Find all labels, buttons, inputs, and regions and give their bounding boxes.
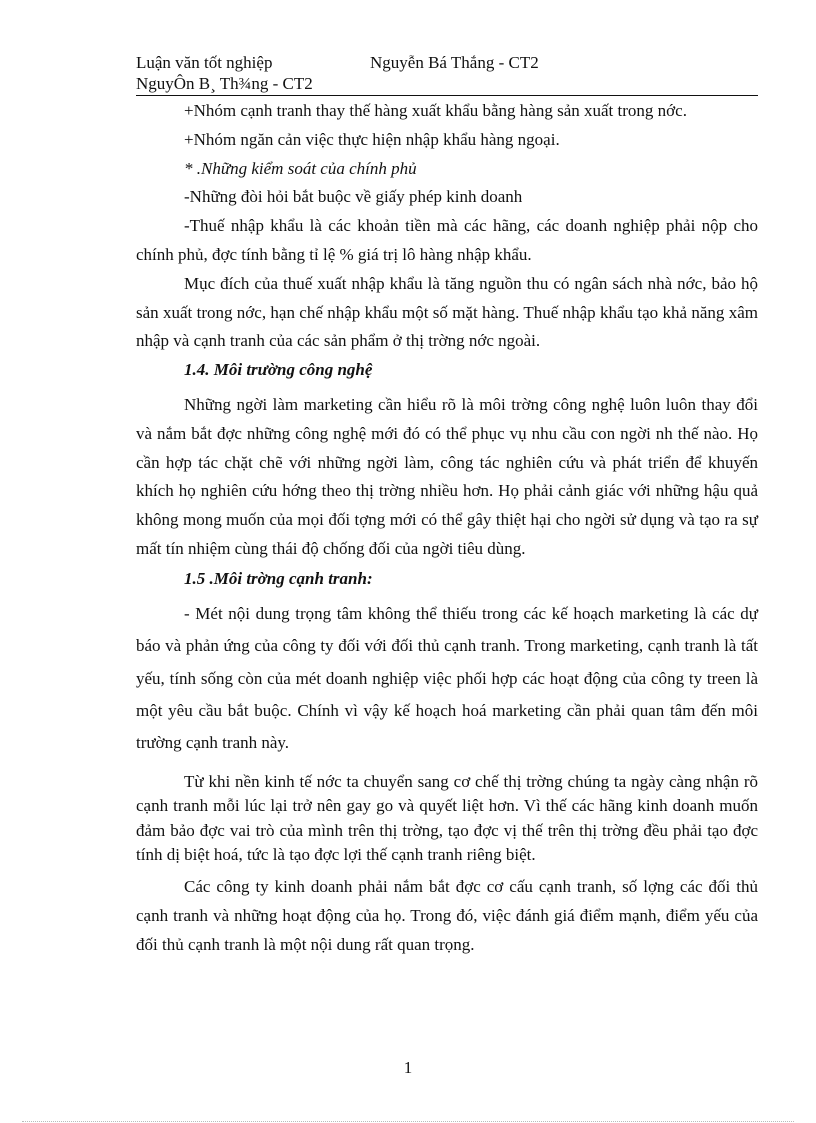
body-paragraph: Các công ty kinh doanh phải nắm bắt đợc cơ cấu cạnh tranh, số lợng các đối thủ cạnh tranh và những hoạt động của họ. Trong đó, việc đánh giá điểm mạnh, điểm yếu của đối thủ cạnh tranh là một nội dung rất quan trọng.	[136, 877, 758, 954]
body-paragraph: Mục đích của thuế xuất nhập khẩu là tăng nguồn thu có ngân sách nhà nớc, bảo hộ sản xuất trong nớc, hạn chế nhập khẩu một số mặt hàng. Thuế nhập khẩu tạo khả năng xâm nhập và cạnh tranh của các sản phẩm ở thị trờng nớc ngoài.	[136, 273, 758, 351]
body-paragraph: +Nhóm ngăn cản việc thực hiện nhập khẩu hàng ngoại.	[184, 129, 560, 149]
header-author-garbled: NguyÔn B¸ Th¾ng - CT2	[136, 74, 313, 93]
body-paragraph: Từ khi nền kinh tế nớc ta chuyển sang cơ chế thị trờng chúng ta ngày càng nhận rõ cạnh tranh mỗi lúc lại trở nên gay go và quyết liệt hơn. Vì thế các hãng kinh doanh muốn đảm bảo đợc vai trò của mình trên thị trờng, tạo đợc vị thế trên thị trờng đều phải tạo đợc tính dị biệt hoá, tức là tạo đợc lợi thế cạnh tranh riêng biệt.	[136, 771, 758, 864]
subsection-heading: * .Những kiểm soát của chính phủ	[184, 158, 417, 178]
page-bottom-divider	[22, 1121, 794, 1122]
header-thesis-label: Luận văn tốt nghiệp	[136, 53, 273, 72]
section-heading: 1.4. Môi trường công nghệ	[184, 360, 373, 380]
header-author-name: Nguyễn Bá Thắng - CT2	[370, 53, 539, 72]
header-divider	[136, 95, 758, 96]
page-header	[136, 52, 758, 94]
body-paragraph: -Thuế nhập khẩu là các khoản tiền mà các hãng, các doanh nghiệp phải nộp cho chính phủ, đợc tính bằng tỉ lệ % giá trị lô hàng nhập khẩu.	[136, 216, 758, 264]
page-body	[136, 97, 758, 960]
body-paragraph: +Nhóm cạnh tranh thay thế hàng xuất khẩu bằng hàng sản xuất trong nớc.	[184, 101, 687, 120]
section-heading: 1.5 .Môi trờng cạnh tranh:	[184, 568, 373, 588]
body-paragraph: - Mét nội dung trọng tâm không thể thiếu trong các kế hoạch marketing là các dự báo và phản ứng của công ty đối với đối thủ cạnh tranh. Trong marketing, cạnh tranh là tất yếu, tính sống còn của mét doanh nghiệp việc phối hợp các hoạt động của công ty treen là một yêu cầu bắt buộc. Chính vì vậy kế hoạch hoá marketing cần phải quan tâm đến môi trường cạnh tranh này.	[136, 603, 758, 753]
body-paragraph: Những ngời làm marketing cần hiểu rõ là môi trờng công nghệ luôn luôn thay đổi và nắm bắt đợc những công nghệ mới đó có thể phục vụ nhu cầu con ngời nh thế nào. Họ cần hợp tác chặt chẽ với những ngời làm, công tác nghiên cứu và phát triển để khuyến khích họ nghiên cứu hớng theo thị trờng nhiều hơn. Họ phải cảnh giác với những hậu quả không mong muốn của mọi đối tợng mới có thể gây thiệt hại cho ngời sử dụng và tạo ra sự mất tín nhiệm cùng thái độ chống đối của ngời tiêu dùng.	[136, 394, 758, 558]
body-paragraph: -Những đòi hỏi bắt buộc về giấy phép kinh doanh	[184, 187, 523, 207]
page-number: 1	[403, 1058, 413, 1077]
